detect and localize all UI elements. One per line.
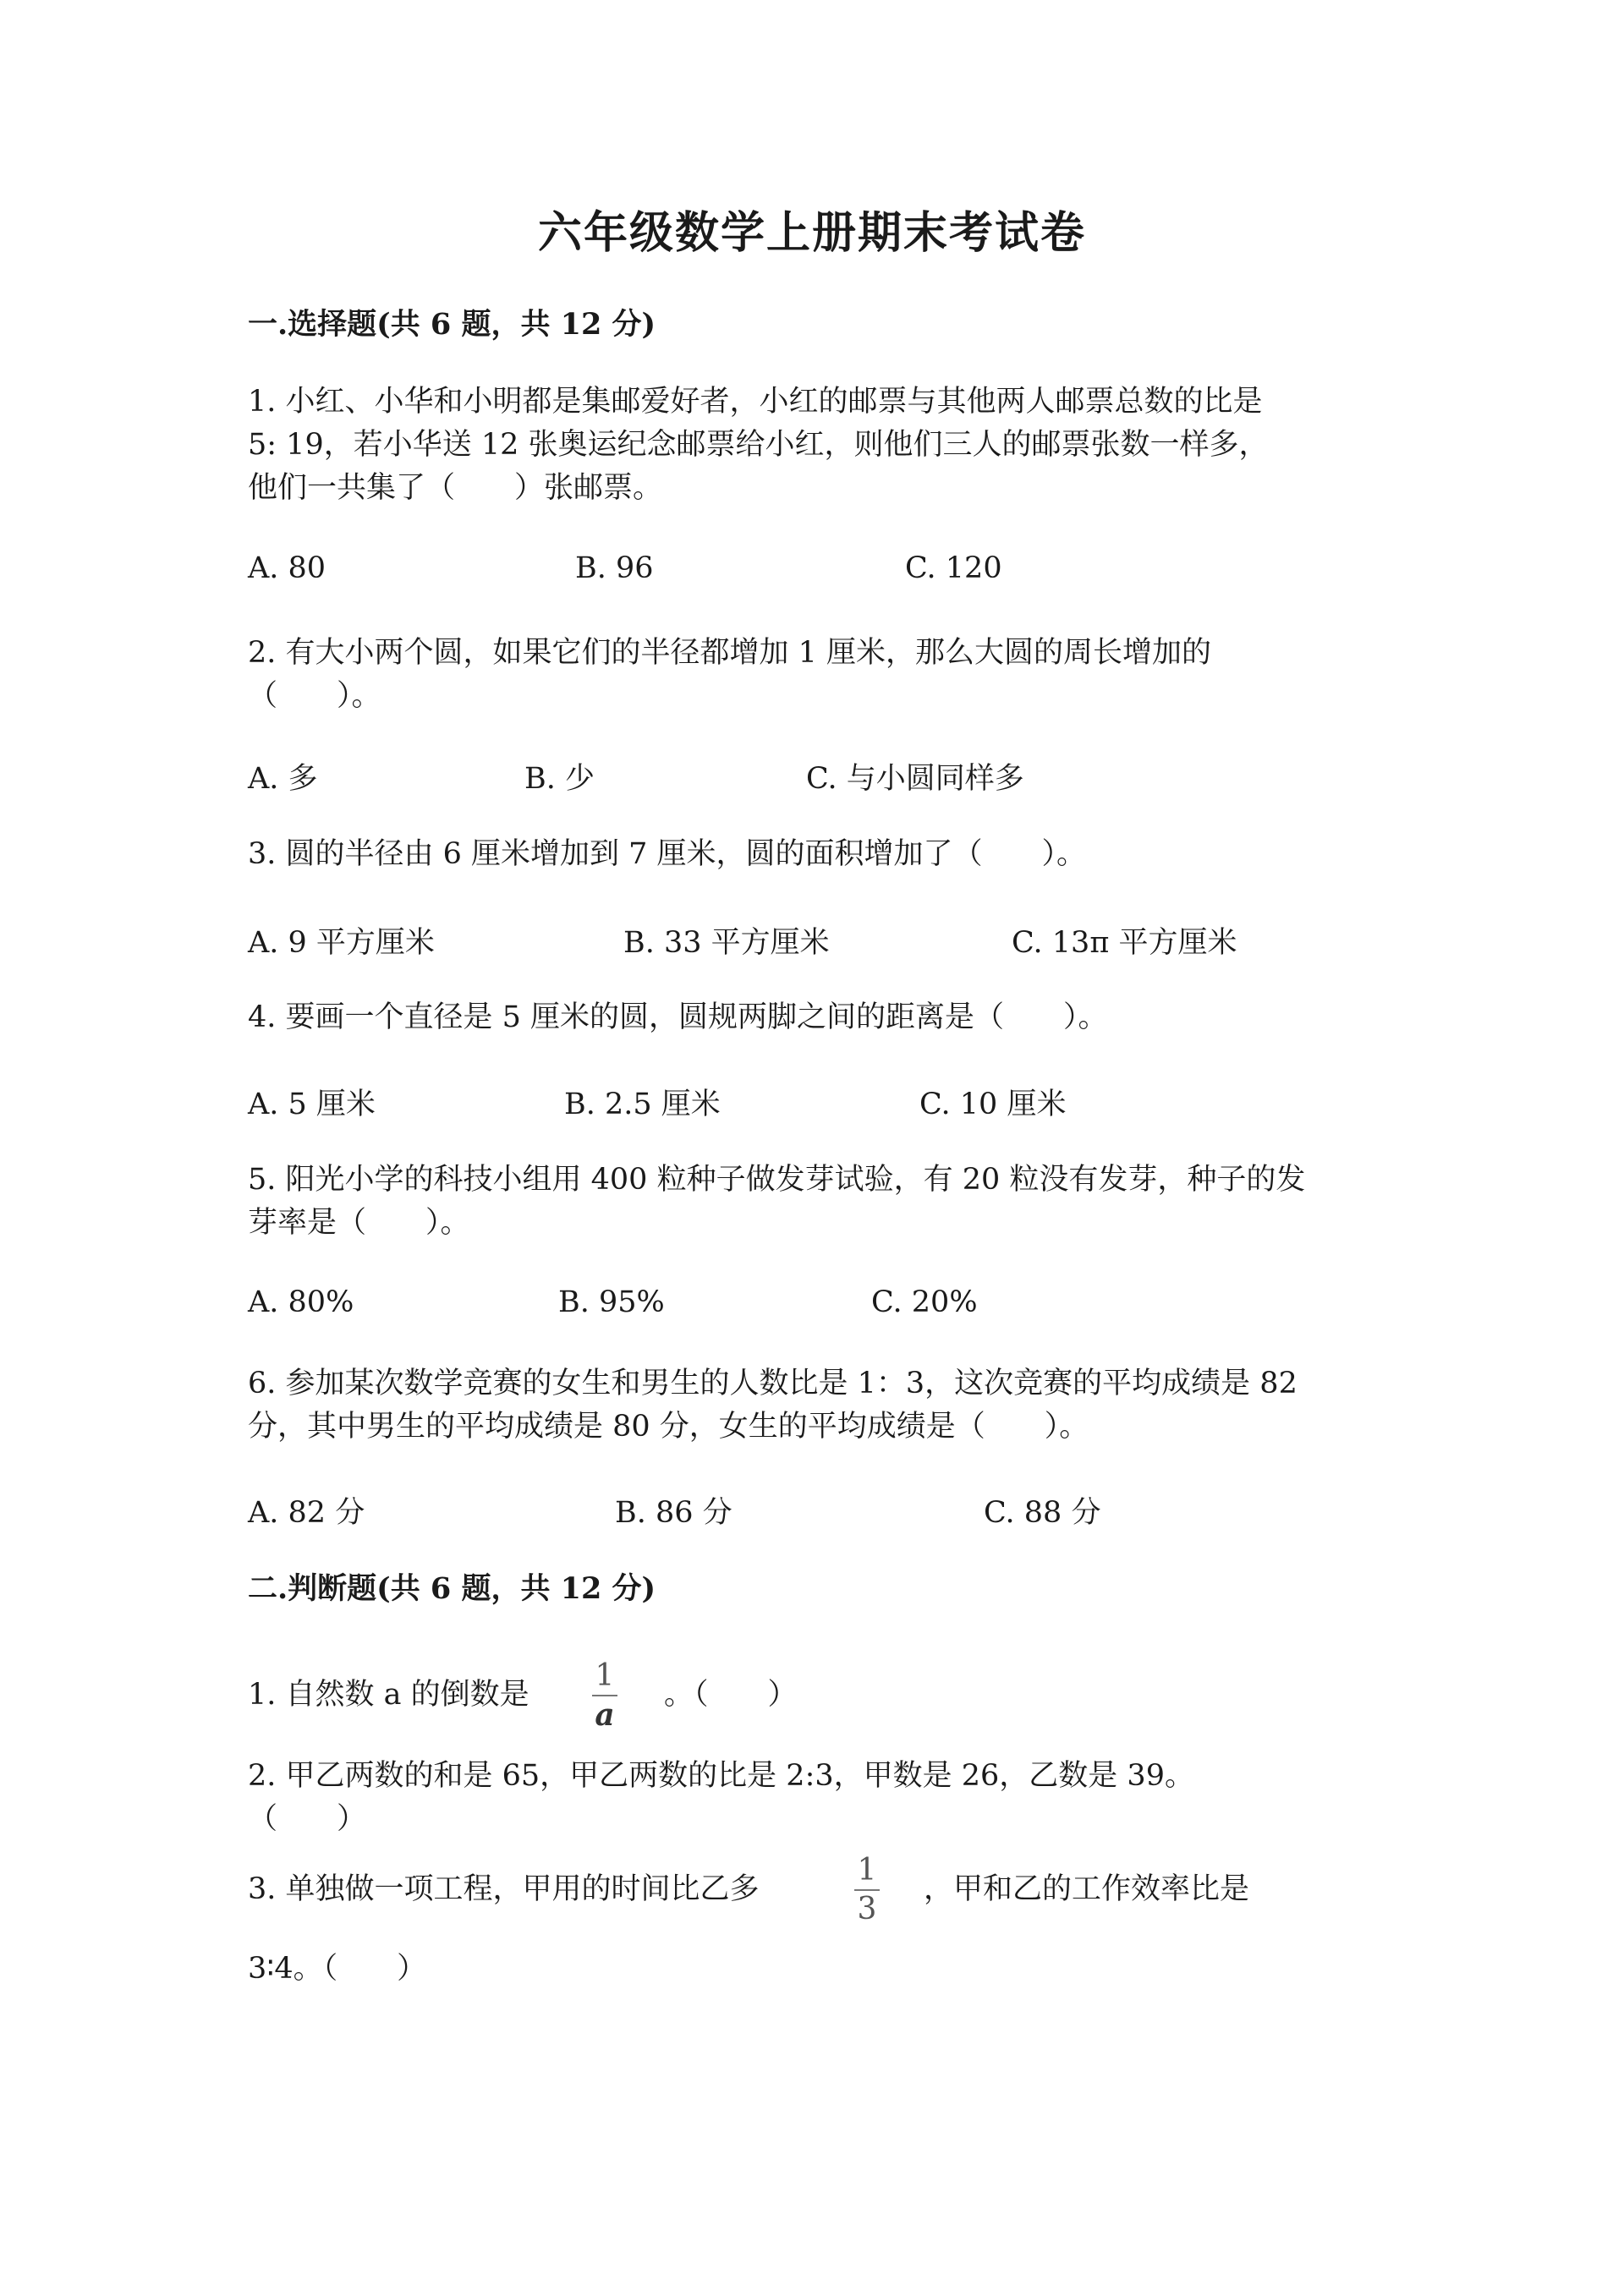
fraction-numerator: 1: [857, 1853, 877, 1888]
judge-3-line-2: 3∶4。（ ）: [248, 1952, 427, 1986]
question-1-line-1: 1. 小红、小华和小明都是集邮爱好者，小红的邮票与其他两人邮票总数的比是: [248, 385, 1263, 419]
judge-1-suffix: 。（ ）: [664, 1678, 798, 1712]
question-4-option-c: C. 10 厘米: [919, 1088, 1067, 1121]
question-4-option-a: A. 5 厘米: [248, 1088, 376, 1121]
fraction-bar: [854, 1889, 880, 1891]
question-6-option-a: A. 82 分: [248, 1496, 365, 1530]
fraction-denominator: 3: [857, 1892, 877, 1926]
question-2-option-c: C. 与小圆同样多: [806, 762, 1024, 796]
question-5-option-b: B. 95%: [558, 1285, 665, 1319]
section-heading-judgement: 二.判断题(共 6 题，共 12 分): [248, 1571, 656, 1606]
question-3-line-1: 3. 圆的半径由 6 厘米增加到 7 厘米，圆的面积增加了（ ）。: [248, 837, 1087, 871]
question-1-line-3: 他们一共集了（ ）张邮票。: [248, 471, 663, 505]
question-1-option-a: A. 80: [248, 551, 326, 585]
question-2-option-a: A. 多: [248, 762, 318, 796]
question-2-line-2: （ ）。: [248, 679, 381, 713]
question-6-option-b: B. 86 分: [615, 1496, 732, 1530]
question-3-option-a: A. 9 平方厘米: [248, 926, 435, 960]
judge-1-prefix: 1. 自然数 a 的倒数是: [248, 1678, 529, 1712]
question-4-option-b: B. 2.5 厘米: [564, 1088, 721, 1121]
question-5-option-a: A. 80%: [248, 1285, 354, 1319]
question-6-line-2: 分，其中男生的平均成绩是 80 分，女生的平均成绩是（ ）。: [248, 1410, 1089, 1444]
question-5-line-1: 5. 阳光小学的科技小组用 400 粒种子做发芽试验，有 20 粒没有发芽，种子的发: [248, 1163, 1306, 1197]
fraction-numerator: 1: [595, 1658, 615, 1693]
judge-2-line-1: 2. 甲乙两数的和是 65，甲乙两数的比是 2:3，甲数是 26，乙数是 39。: [248, 1759, 1194, 1793]
question-1-option-c: C. 120: [905, 551, 1002, 585]
question-2-line-1: 2. 有大小两个圆，如果它们的半径都增加 1 厘米，那么大圆的周长增加的: [248, 636, 1212, 670]
page-title: 六年级数学上册期末考试卷: [537, 207, 1086, 259]
section-heading-choice: 一.选择题(共 6 题，共 12 分): [248, 307, 656, 342]
fraction-denominator: a: [595, 1697, 615, 1733]
judge-2-line-2: （ ）: [248, 1802, 367, 1836]
question-5-line-2: 芽率是（ ）。: [248, 1206, 470, 1240]
question-1-line-2: 5: 19，若小华送 12 张奥运纪念邮票给小红，则他们三人的邮票张数一样多，: [248, 428, 1269, 462]
judge-3-fraction: [854, 1854, 880, 1926]
judge-1-fraction: [592, 1659, 617, 1732]
question-3-option-b: B. 33 平方厘米: [623, 926, 830, 960]
question-2-option-b: B. 少: [524, 762, 595, 796]
question-6-option-c: C. 88 分: [984, 1496, 1101, 1530]
fraction-bar: [592, 1695, 617, 1696]
question-5-option-c: C. 20%: [871, 1285, 978, 1319]
question-1-option-b: B. 96: [575, 551, 654, 585]
judge-3-prefix: 3. 单独做一项工程，甲用的时间比乙多: [248, 1872, 760, 1906]
question-3-option-c: C. 13π 平方厘米: [1012, 926, 1237, 960]
question-4-line-1: 4. 要画一个直径是 5 厘米的圆，圆规两脚之间的距离是（ ）。: [248, 1000, 1108, 1034]
question-6-line-1: 6. 参加某次数学竞赛的女生和男生的人数比是 1：3，这次竞赛的平均成绩是 82: [248, 1367, 1298, 1400]
judge-3-suffix: ，甲和乙的工作效率比是: [924, 1872, 1250, 1906]
